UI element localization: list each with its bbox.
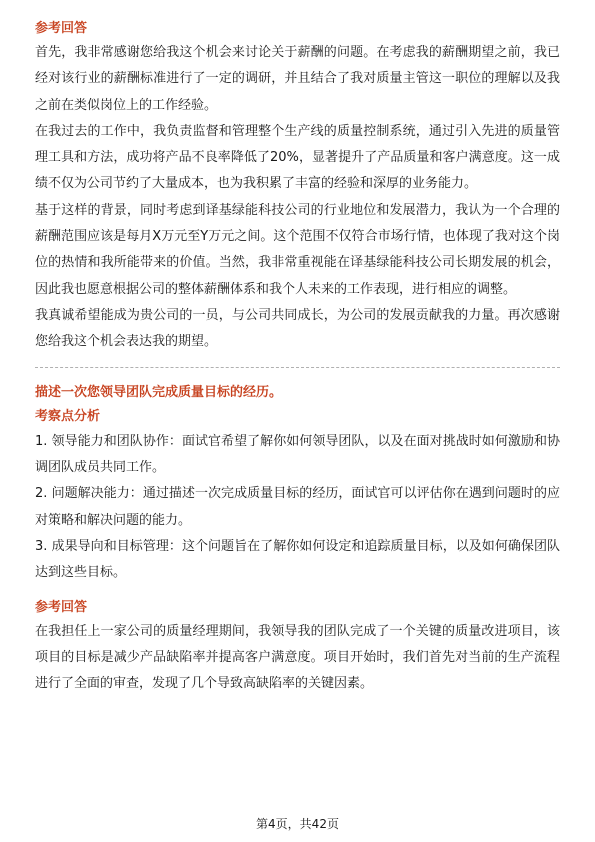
- answer-paragraph: 在我担任上一家公司的质量经理期间，我领导我的团队完成了一个关键的质量改进项目，该项目的目标是减少产品缺陷率并提高客户满意度。项目开始时，我们首先对当前的生产流程进行了全面的审查，发现了几个导致高缺陷率的关键因素。: [35, 623, 560, 692]
- section-divider: [35, 367, 560, 368]
- answer-paragraph: 首先，我非常感谢您给我这个机会来讨论关于薪酬的问题。在考虑我的薪酬期望之前，我已经对该行业的薪酬标准进行了一定的调研，并且结合了我对质量主管这一职位的理解以及我之前在类似岗位上的工作经验。: [35, 45, 560, 113]
- reference-answer-heading: 参考回答: [35, 21, 88, 36]
- analysis-heading: 考察点分析: [35, 408, 101, 424]
- answer-paragraph: 我真诚希望能成为贵公司的一员，与公司共同成长，为公司的发展贡献我的力量。再次感谢您给我这个机会表达我的期望。: [35, 307, 560, 350]
- answer-paragraph: 基于这样的背景，同时考虑到译基绿能科技公司的行业地位和发展潜力，我认为一个合理的薪酬范围应该是每月X万元至Y万元之间。这个范围不仅符合市场行情，也体现了我对这个岗位的热情和我所能带来的价值。当然，我非常重视能在译基绿能科技公司长期发展的机会，因此我也愿意根据公司的整体薪酬体系和我个人未来的工作表现，进行相应的调整。: [35, 202, 560, 297]
- interview-question: 描述一次您领导团队完成质量目标的经历。: [35, 384, 283, 400]
- answer-paragraph: 在我过去的工作中，我负责监督和管理整个生产线的质量控制系统，通过引入先进的质量管理工具和方法，成功将产品不良率降低了20%，显著提升了产品质量和客户满意度。这一成绩不仅为公司节约了大量成本，也为我积累了丰富的经验和深厚的业务能力。: [35, 123, 560, 192]
- analysis-item: 2. 问题解决能力：通过描述一次完成质量目标的经历，面试官可以评估你在遇到问题时的应对策略和解决问题的能力。: [35, 486, 560, 528]
- page-number: 第4页，共42页: [256, 817, 339, 831]
- reference-answer-heading: 参考回答: [35, 599, 88, 615]
- analysis-item: 3. 成果导向和目标管理：这个问题旨在了解你如何设定和追踪质量目标，以及如何确保团队达到这些目标。: [35, 539, 560, 581]
- analysis-item: 1. 领导能力和团队协作：面试官希望了解你如何领导团队，以及在面对挑战时如何激励和协调团队成员共同工作。: [35, 433, 560, 476]
